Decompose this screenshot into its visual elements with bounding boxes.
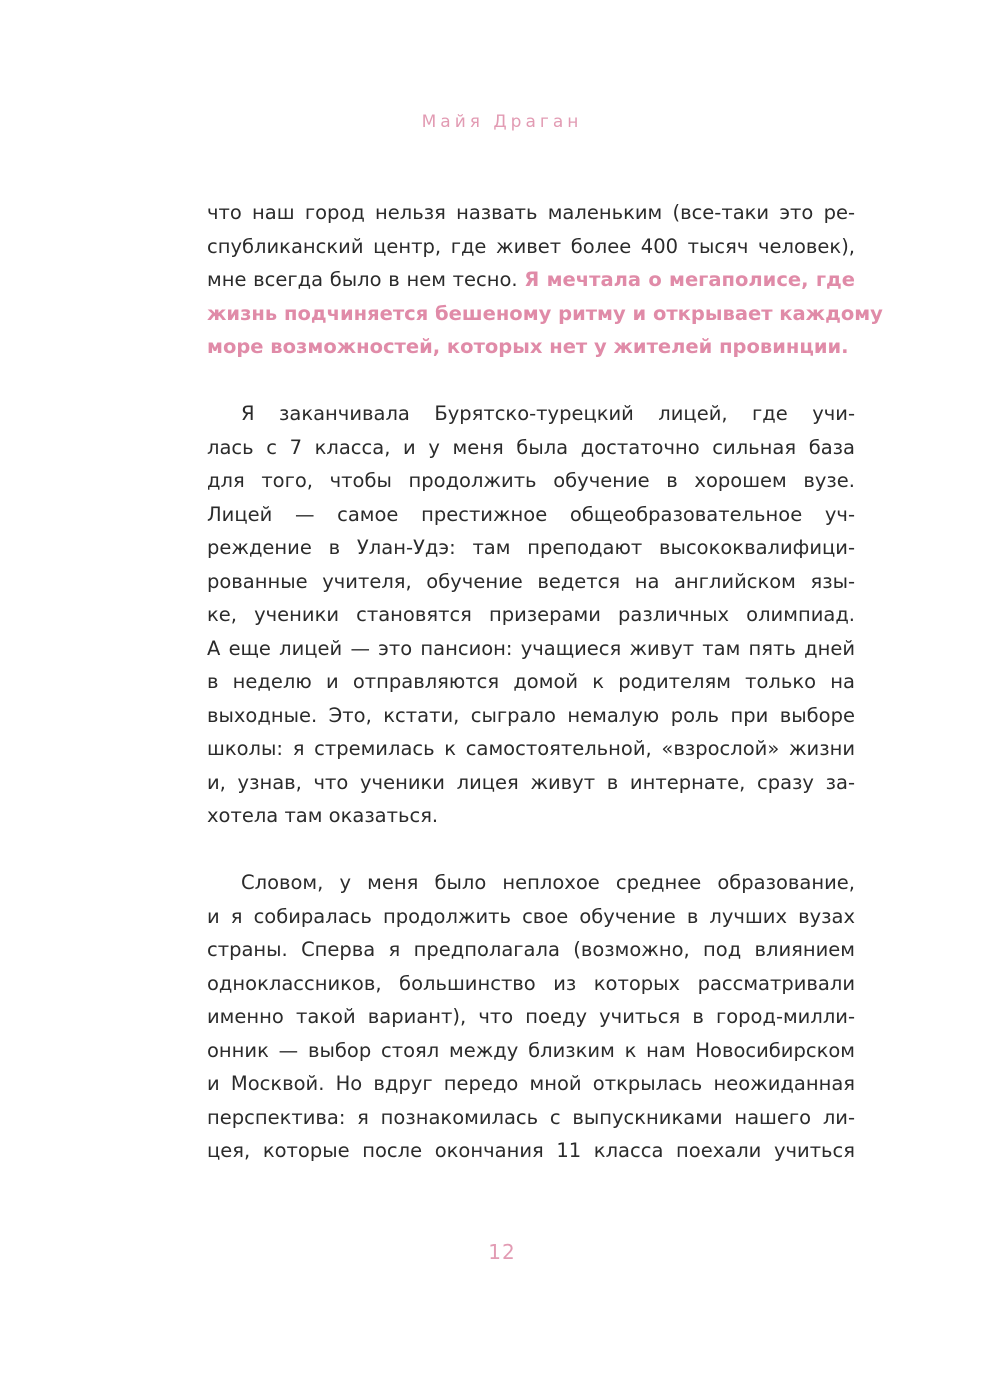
text-line: [207, 330, 855, 364]
highlighted-text: море возможностей, которых нет у жителей провинции.: [207, 335, 849, 358]
text-plain: мне всегда было в нем тесно.: [207, 268, 525, 291]
body-text: [207, 196, 883, 1168]
text-line: [207, 297, 883, 331]
text-line: перспектива: я познакомилась с выпускниками нашего ли-: [207, 1105, 855, 1129]
text-line: онник — выбор стоял между близким к нам Новосибирском: [207, 1038, 855, 1062]
text-line: реждение в Улан-Удэ: там преподают высококвалифици-: [207, 536, 855, 559]
text-line: и Москвой. Но вдруг передо мной открылась неожиданная: [207, 1072, 855, 1095]
page-number: 12: [488, 1240, 516, 1264]
paragraph-2: [207, 397, 855, 833]
highlighted-text: Я мечтала о мегаполисе, где: [524, 268, 855, 291]
text-line: одноклассников, большинство из которых рассматривали: [207, 971, 855, 995]
text-line: цея, которые после окончания 11 класса поехали учиться: [207, 1139, 855, 1162]
text-line: школы: я стремилась к самостоятельной, «взрослой» жизни: [207, 737, 855, 760]
paragraph-1: [207, 196, 883, 364]
text-line: Словом, у меня было неплохое среднее образование,: [241, 871, 855, 894]
text-line: страны. Сперва я предполагала (возможно, под влиянием: [207, 938, 855, 961]
text-line: и я собиралась продолжить свое обучение в лучших вузах: [207, 904, 855, 928]
text-line: выходные. Это, кстати, сыграло немалую роль при выборе: [207, 703, 855, 727]
text-line: [207, 263, 855, 297]
text-line: что наш город нельзя назвать маленьким (все-таки это ре-: [207, 201, 855, 224]
text-line: лась с 7 класса, и у меня была достаточно сильная база: [207, 435, 855, 459]
text-line: А еще лицей — это пансион: учащиеся живут там пять дней: [207, 636, 855, 660]
text-line: именно такой вариант), что поеду учиться в город-милли-: [207, 1005, 855, 1028]
text-line: спубликанский центр, где живет более 400 тысяч человек),: [207, 234, 855, 258]
text-line: и, узнав, что ученики лицея живут в интернате, сразу за-: [207, 770, 855, 794]
text-line: для того, чтобы продолжить обучение в хорошем вузе.: [207, 469, 855, 492]
running-head-author: Майя Драган: [421, 112, 583, 132]
text-line: ке, ученики становятся призерами различных олимпиад.: [207, 603, 855, 626]
text-line: рованные учителя, обучение ведется на английском язы-: [207, 569, 855, 593]
highlighted-text: жизнь подчиняется бешеному ритму и открывает каждому: [207, 301, 883, 325]
paragraph-3: [207, 866, 855, 1168]
text-line: Лицей — самое престижное общеобразовательное уч-: [207, 502, 855, 526]
text-line: Я заканчивала Бурятско-турецкий лицей, где учи-: [241, 402, 855, 425]
text-line: хотела там оказаться.: [207, 804, 439, 827]
text-line: в неделю и отправляются домой к родителям только на: [207, 670, 855, 693]
